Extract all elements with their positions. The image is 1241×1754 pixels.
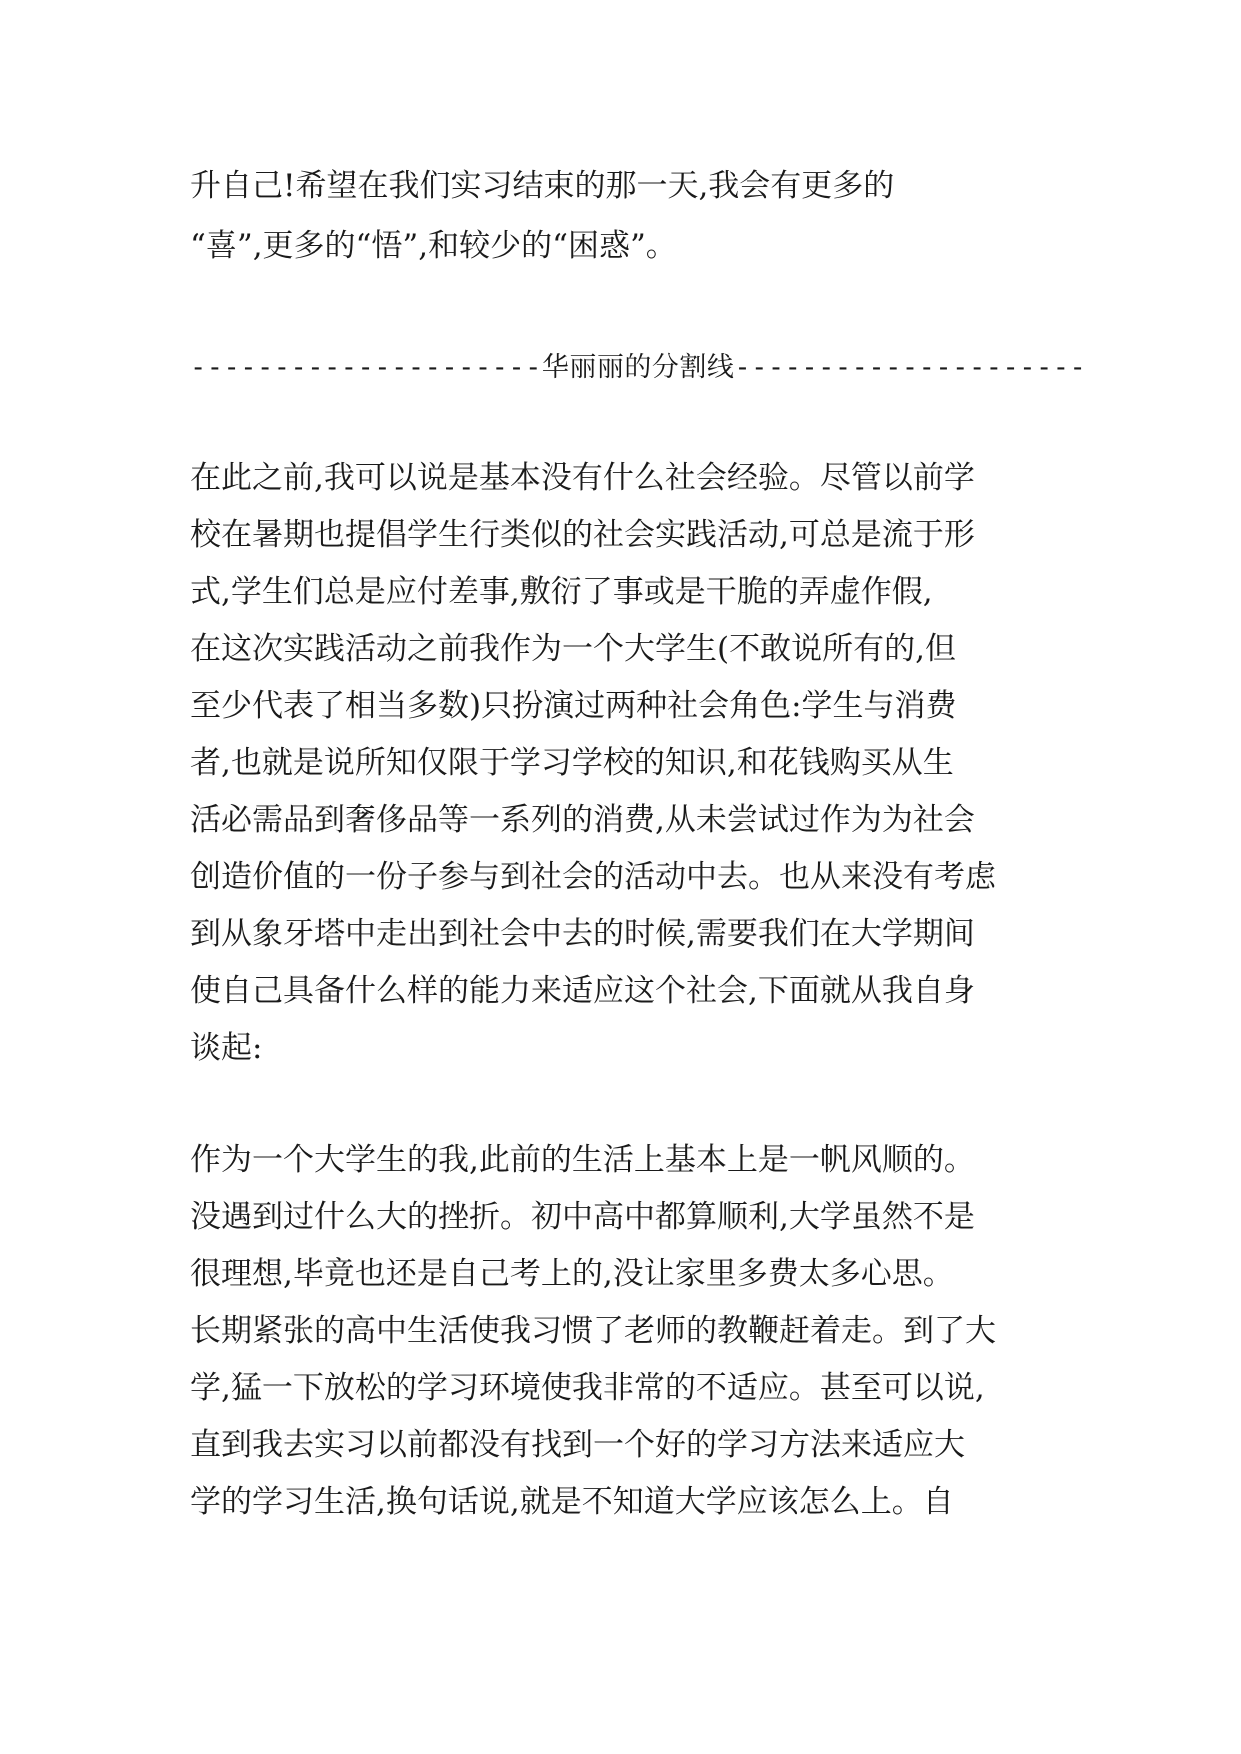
paragraph-2-line-9: 到从象牙塔中走出到社会中去的时候,需要我们在大学期间 — [190, 916, 975, 952]
paragraph-1-line-2: “喜”,更多的“悟”,和较少的“困惑”。 — [190, 228, 677, 264]
paragraph-2-line-6: 者,也就是说所知仅限于学习学校的知识,和花钱购买从生 — [190, 745, 954, 781]
paragraph-2-line-8: 创造价值的一份子参与到社会的活动中去。也从来没有考虑 — [190, 859, 996, 895]
paragraph-3-line-2: 没遇到过什么大的挫折。初中高中都算顺利,大学虽然不是 — [190, 1199, 975, 1235]
paragraph-2-line-2: 校在暑期也提倡学生行类似的社会实践活动,可总是流于形 — [190, 517, 975, 553]
paragraph-3-line-1: 作为一个大学生的我,此前的生活上基本上是一帆风顺的。 — [190, 1142, 975, 1178]
paragraph-2-line-11: 谈起: — [190, 1030, 263, 1066]
paragraph-3-line-7: 学的学习生活,换句话说,就是不知道大学应该怎么上。自 — [190, 1484, 954, 1520]
paragraph-2-line-7: 活必需品到奢侈品等一系列的消费,从未尝试过作为为社会 — [190, 802, 975, 838]
paragraph-2-line-4: 在这次实践活动之前我作为一个大学生(不敢说所有的,但 — [190, 631, 956, 667]
paragraph-2-line-3: 式,学生们总是应付差事,敷衍了事或是干脆的弄虚作假, — [190, 574, 933, 610]
section-divider: ---------------------华丽丽的分割线--------------------- — [190, 352, 1087, 383]
paragraph-3-line-3: 很理想,毕竟也还是自己考上的,没让家里多费太多心思。 — [190, 1256, 954, 1292]
paragraph-2-line-5: 至少代表了相当多数)只扮演过两种社会角色:学生与消费 — [190, 688, 957, 724]
paragraph-3-line-6: 直到我去实习以前都没有找到一个好的学习方法来适应大 — [190, 1427, 965, 1463]
paragraph-2-line-1: 在此之前,我可以说是基本没有什么社会经验。尽管以前学 — [190, 460, 975, 496]
paragraph-3-line-4: 长期紧张的高中生活使我习惯了老师的教鞭赶着走。到了大 — [190, 1313, 996, 1349]
paragraph-2-line-10: 使自己具备什么样的能力来适应这个社会,下面就从我自身 — [190, 973, 975, 1009]
paragraph-1-line-1: 升自己!希望在我们实习结束的那一天,我会有更多的 — [190, 168, 895, 204]
paragraph-3-line-5: 学,猛一下放松的学习环境使我非常的不适应。甚至可以说, — [190, 1370, 985, 1406]
